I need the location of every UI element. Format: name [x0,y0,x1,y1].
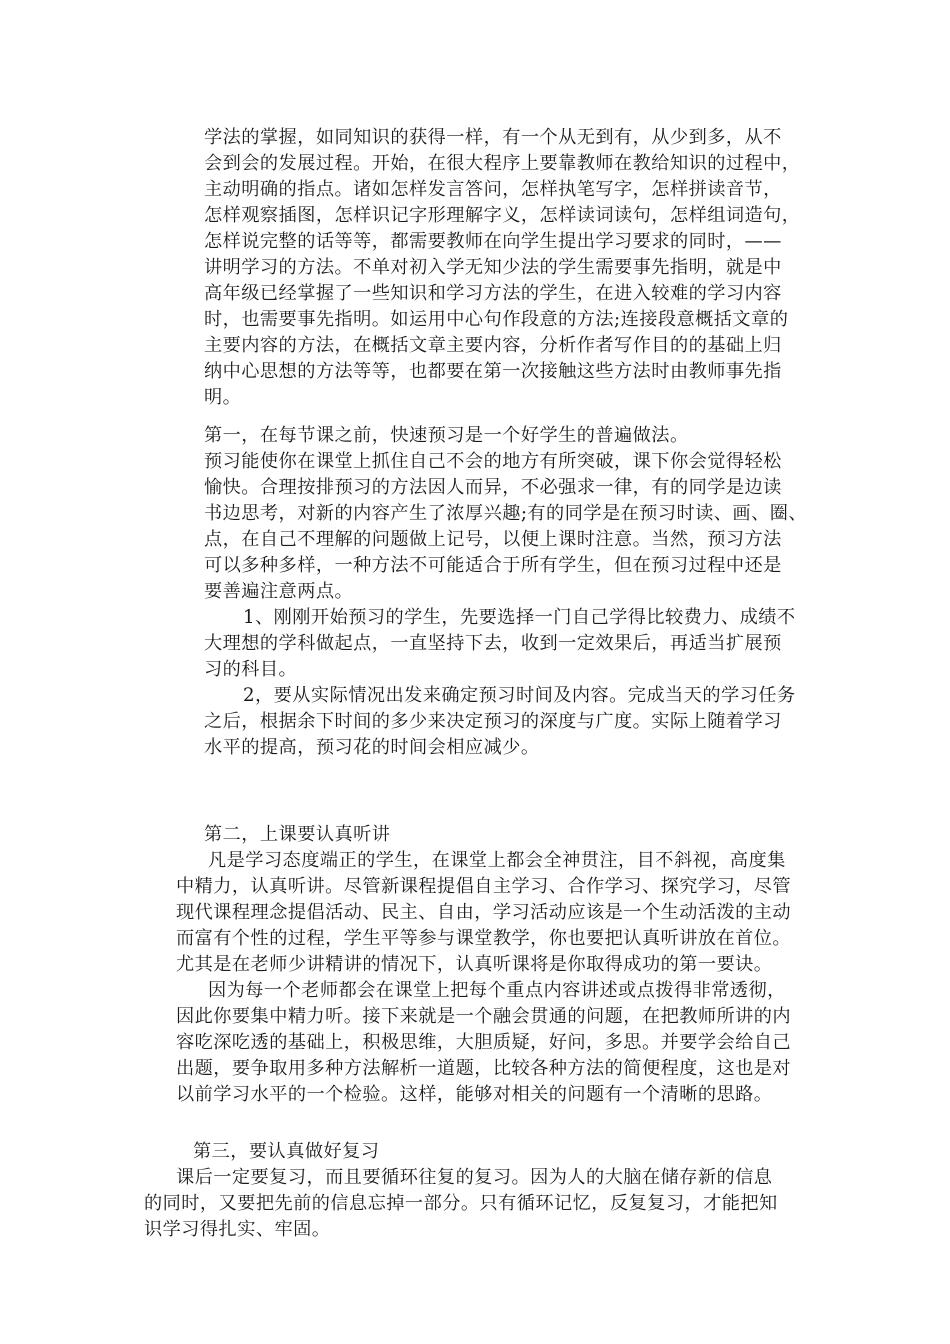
text-line: 水平的提高，预习花的时间会相应减少。 [204,737,540,758]
text-line: 纳中心思想的方法等等，也都要在第一次接触这些方法时由教师事先指 [204,361,782,382]
text-line: 讲明学习的方法。不单对初入学无知少法的学生需要事先指明，就是中 [204,257,782,278]
text-line: 因此你要集中精力听。接下来就是一个融会贯通的问题，在把教师所讲的内 [176,1006,792,1027]
text-line: 可以多种多样，一种方法不可能适合于所有学生，但在预习过程中还是 [204,555,782,576]
text-line: 会到会的发展过程。开始，在很大程序上要靠教师在教给知识的过程中， [204,153,801,174]
text-line: 主动明确的指点。诸如怎样发言答问，怎样执笔写字，怎样拼读音节， [204,179,782,200]
list-item-1: 1、刚刚开始预习的学生，先要选择一门自己学得比较费力、成绩不 [243,607,796,628]
text-line: 因为每一个老师都会在课堂上把每个重点内容讲述或点拨得非常透彻， [208,980,786,1001]
text-line: 点，在自己不理解的问题做上记号，以便上课时注意。当然，预习方法 [204,529,782,550]
text-line: 现代课程理念提倡活动、民主、自由，学习活动应该是一个生动活泼的主动 [176,902,792,923]
text-line: 主要内容的方法，在概括文章主要内容，分析作者写作目的的基础上归 [204,335,782,356]
text-line: 的同时，又要把先前的信息忘掉一部分。只有循环记忆，反复复习，才能把知 [144,1193,778,1214]
text-line: 识学习得扎实、牢固。 [144,1219,331,1240]
text-line: 大理想的学科做起点，一直坚持下去，收到一定效果后，再适当扩展预 [204,633,782,654]
text-line: 明。 [204,387,242,408]
text-line: 容吃深吃透的基础上，积极思维，大胆质疑，好问，多思。并要学会给自己 [176,1032,792,1053]
text-line: 怎样说完整的话等等，都需要教师在向学生提出学习要求的同时，—— [204,231,782,252]
text-line: 要善遍注意两点。 [204,581,354,602]
text-line: 学法的掌握，如同知识的获得一样，有一个从无到有，从少到多，从不 [204,127,782,148]
text-line: 课后一定要复习，而且要循环往复的复习。因为人的大脑在储存新的信息 [176,1167,773,1188]
list-item-2: 2，要从实际情况出发来确定预习时间及内容。完成当天的学习任务 [243,685,796,706]
text-line: 高年级已经掌握了一些知识和学习方法的学生，在进入较难的学习内容 [204,283,782,304]
text-line: 尤其是在老师少讲精讲的情况下，认真听课将是你取得成功的第一要诀。 [176,954,773,975]
text-line: 出题，要争取用多种方法解析一道题，比较各种方法的简便程度，这也是对 [176,1058,792,1079]
text-line: 之后，根据余下时间的多少来决定预习的深度与广度。实际上随着学习 [204,711,782,732]
text-line: 以前学习水平的一个检验。这样，能够对相关的问题有一个清晰的思路。 [176,1084,773,1105]
text-line: 习的科目。 [204,659,298,680]
text-line: 时，也需要事先指明。如运用中心句作段意的方法;连接段意概括文章的 [204,309,789,330]
section-heading: 第一，在每节课之前，快速预习是一个好学生的普遍做法。 [204,425,689,446]
text-line: 书边思考，对新的内容产生了浓厚兴趣;有的同学是在预习时读、画、圈、 [204,503,807,524]
text-line: 凡是学习态度端正的学生，在课堂上都会全神贯注，目不斜视，高度集 [208,850,786,871]
text-line: 而富有个性的过程，学生平等参与课堂教学，你也要把认真听讲放在首位。 [176,928,792,949]
text-line: 怎样观察插图，怎样识记字形理解字义，怎样读词读句，怎样组词造句， [204,205,801,226]
section-heading: 第三，要认真做好复习 [193,1141,380,1162]
section-heading: 第二，上课要认真听讲 [204,824,391,845]
text-line: 愉快。合理按排预习的方法因人而异，不必强求一律，有的同学是边读 [204,477,782,498]
text-line: 预习能使你在课堂上抓住自己不会的地方有所突破，课下你会觉得轻松 [204,451,782,472]
text-line: 中精力，认真听讲。尽管新课程提倡自主学习、合作学习、探究学习，尽管 [176,876,792,897]
